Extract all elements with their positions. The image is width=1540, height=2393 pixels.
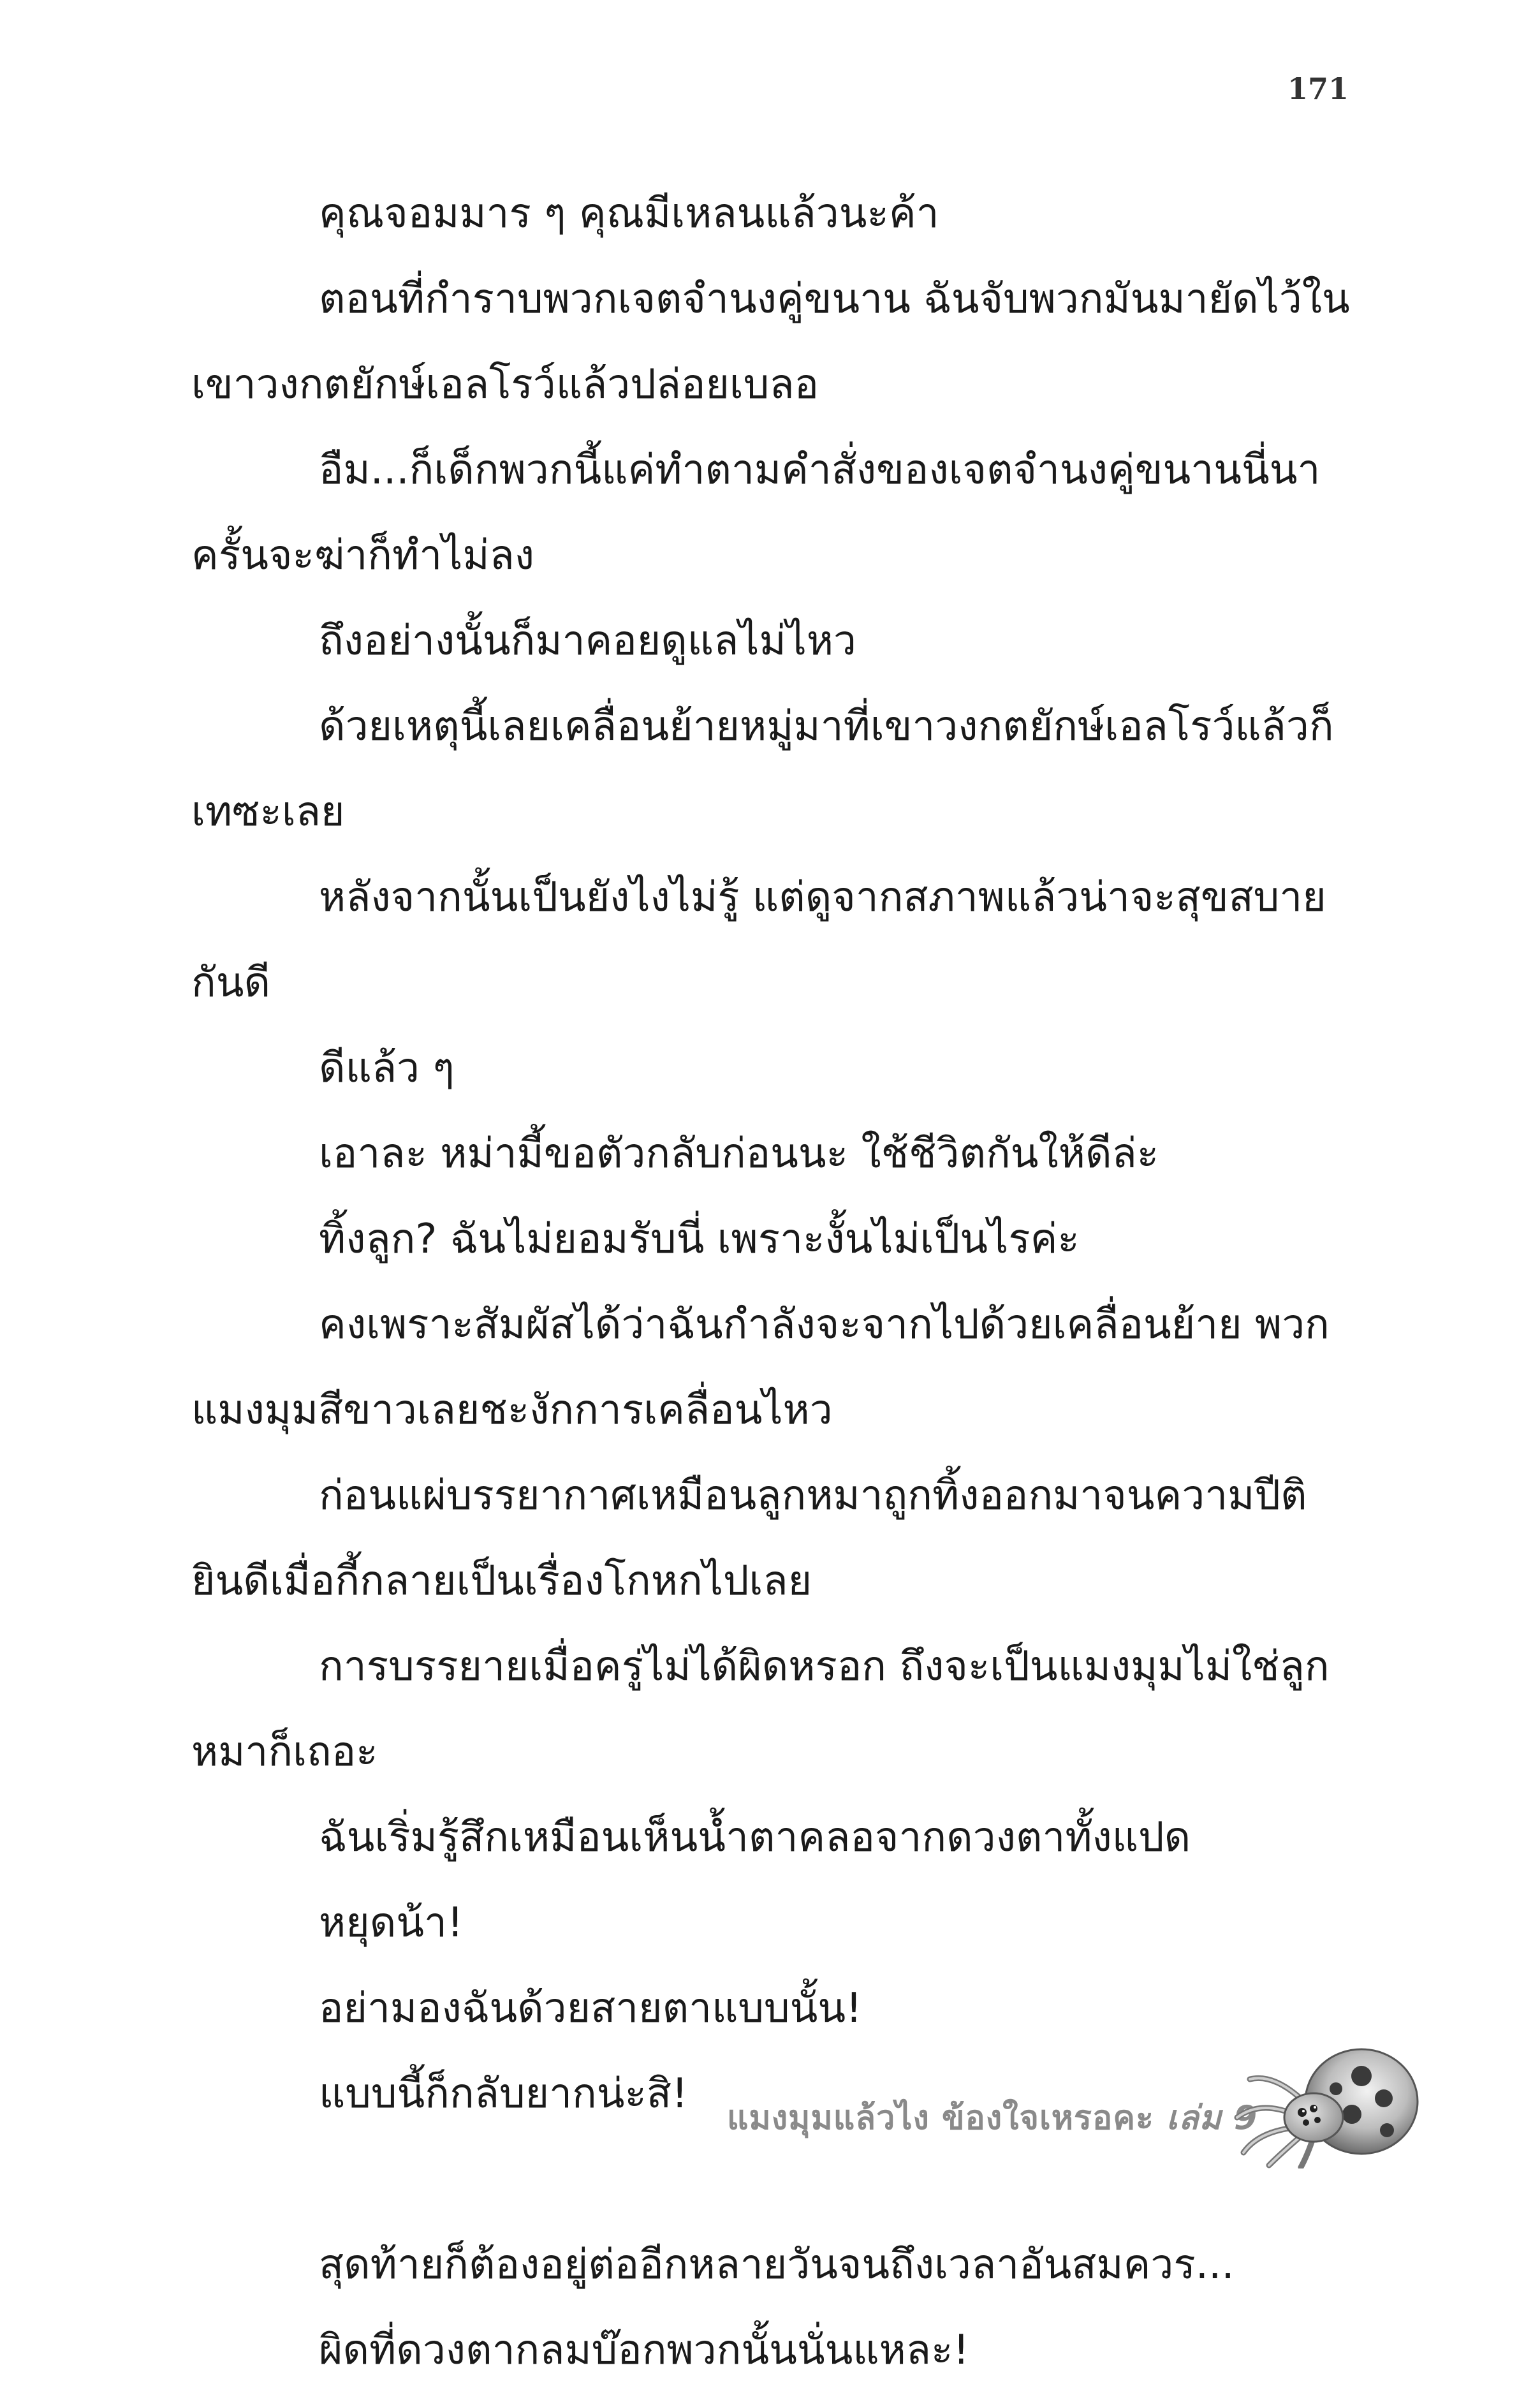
paragraph: เอาละ หม่ามี้ขอตัวกลับก่อนนะ ใช้ชีวิตกันให้ดีล่ะ: [319, 1130, 1159, 1177]
paragraph: หยุดน้า!: [319, 1899, 464, 1947]
paragraph: ถึงอย่างนั้นก็มาคอยดูแลไม่ไหว: [319, 617, 856, 665]
book-title-text: แมงมุมแล้วไง ข้องใจเหรอคะ: [727, 2099, 1154, 2137]
book-title: [727, 2091, 1258, 2144]
paragraph: ฉันเริ่มรู้สึกเหมือนเห็นน้ำตาคลอจากดวงตาทั้งแปด: [319, 1814, 1191, 1861]
spider-icon: [1224, 2041, 1422, 2168]
paragraph: การบรรยายเมื่อครู่ไม่ได้ผิดหรอก ถึงจะเป็นแมงมุมไม่ใช่ลูกหมาก็เถอะ: [191, 1643, 1330, 1776]
paragraph: ด้วยเหตุนี้เลยเคลื่อนย้ายหมู่มาที่เขาวงกตยักษ์เอลโรว์แล้วก็เทซะเลย: [191, 703, 1334, 836]
paragraph: คุณจอมมาร ๆ คุณมีเหลนแล้วนะค้า: [319, 190, 939, 237]
paragraph: ผิดที่ดวงตากลมบ๊อกพวกนั้นนั่นแหละ!: [319, 2327, 970, 2374]
paragraph: หลังจากนั้นเป็นยังไงไม่รู้ แต่ดูจากสภาพแล้วน่าจะสุขสบายกันดี: [191, 874, 1326, 1006]
running-footer: [727, 2066, 1416, 2162]
body-text: [191, 171, 1352, 2393]
paragraph: อืม...ก็เด็กพวกนี้แค่ทำตามคำสั่งของเจตจำนงคู่ขนานนี่นา ครั้นจะฆ่าก็ทำไม่ลง: [191, 446, 1321, 579]
paragraph: อย่ามองฉันด้วยสายตาแบบนั้น!: [319, 1985, 862, 2032]
page-number: 171: [1287, 71, 1349, 106]
paragraph: แบบนี้ก็กลับยากน่ะสิ!: [319, 2070, 688, 2117]
paragraph: สุดท้ายก็ต้องอยู่ต่ออีกหลายวันจนถึงเวลาอันสมควร...: [319, 2241, 1235, 2288]
paragraph: ดีแล้ว ๆ: [319, 1045, 455, 1092]
paragraph: ก่อนแผ่บรรยากาศเหมือนลูกหมาถูกทิ้งออกมาจนความปีติยินดีเมื่อกี้กลายเป็นเรื่องโกหกไปเลย: [191, 1472, 1307, 1605]
paragraph: คงเพราะสัมผัสได้ว่าฉันกำลังจะจากไปด้วยเคลื่อนย้าย พวกแมงมุมสีขาวเลยชะงักการเคลื่อนไหว: [191, 1301, 1330, 1434]
paragraph: ตอนที่กำราบพวกเจตจำนงคู่ขนาน ฉันจับพวกมันมายัดไว้ในเขาวงกตยักษ์เอลโรว์แล้วปล่อยเบลอ: [191, 276, 1350, 408]
paragraph: ทิ้งลูก? ฉันไม่ยอมรับนี่ เพราะงั้นไม่เป็นไรค่ะ: [319, 1216, 1080, 1263]
volume-label: เล่ม 9: [1166, 2099, 1258, 2137]
